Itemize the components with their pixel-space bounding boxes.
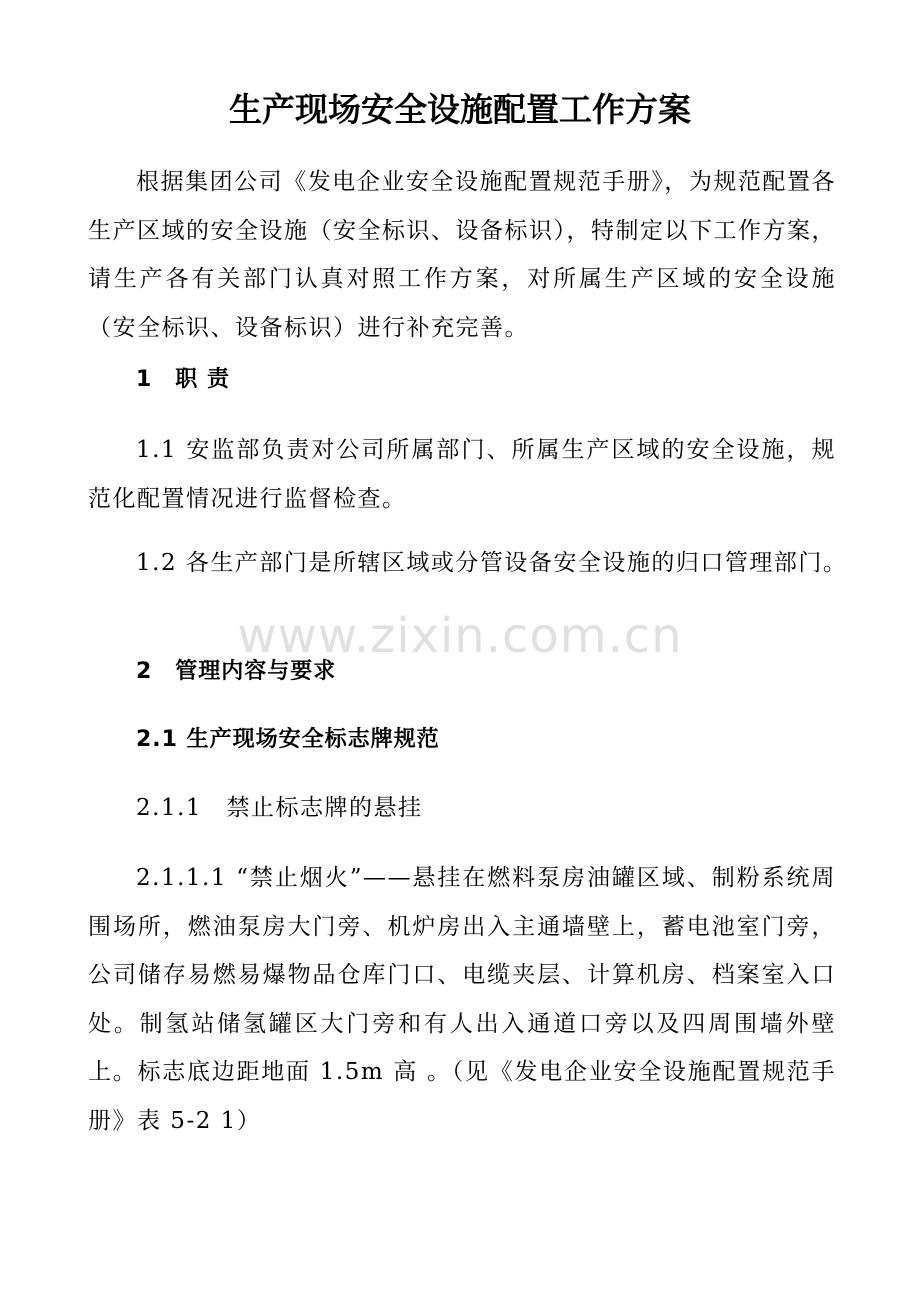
intro-paragraph: 根据集团公司《发电企业安全设施配置规范手册》，为规范配置各生产区域的安全设施（安全标识、设备标识），特制定以下工作方案，请生产各有关部门认真对照工作方案，对所属生产区域的安全设施（安全标识、设备标识）进行补充完善。 <box>88 169 836 341</box>
section-2-1-heading: 2.1 生产现场安全标志牌规范 <box>136 727 440 752</box>
section-2-1-1-heading: 2.1.1 禁止标志牌的悬挂 <box>136 795 423 821</box>
section-2-1-1-1-paragraph: 2.1.1.1 “禁止烟火”——悬挂在燃料泵房油罐区域、制粉系统周围场所，燃油泵房大门旁、机炉房出入主通墙壁上，蓄电池室门旁，公司储存易燃易爆物品仓库门口、电缆夹层、计算机房、档案室入口处。制氢站储氢罐区大门旁和有人出入通道口旁以及四周围墙外壁上。标志底边距地面 1.5m 高 。（见《发电企业安全设施配置规范手册》表 5-2 1） <box>88 865 836 1134</box>
watermark: www.zixin.com.cn <box>237 608 683 664</box>
section-1-heading: 1 职 责 <box>136 367 230 392</box>
document-title: 生产现场安全设施配置工作方案 <box>229 90 691 129</box>
section-1-2-paragraph: 1.2 各生产部门是所辖区域或分管设备安全设施的归口管理部门。 <box>136 550 848 576</box>
section-1-1-paragraph: 1.1 安监部负责对公司所属部门、所属生产区域的安全设施，规范化配置情况进行监督检查。 <box>88 437 836 512</box>
section-2-heading: 2 管理内容与要求 <box>136 659 337 684</box>
